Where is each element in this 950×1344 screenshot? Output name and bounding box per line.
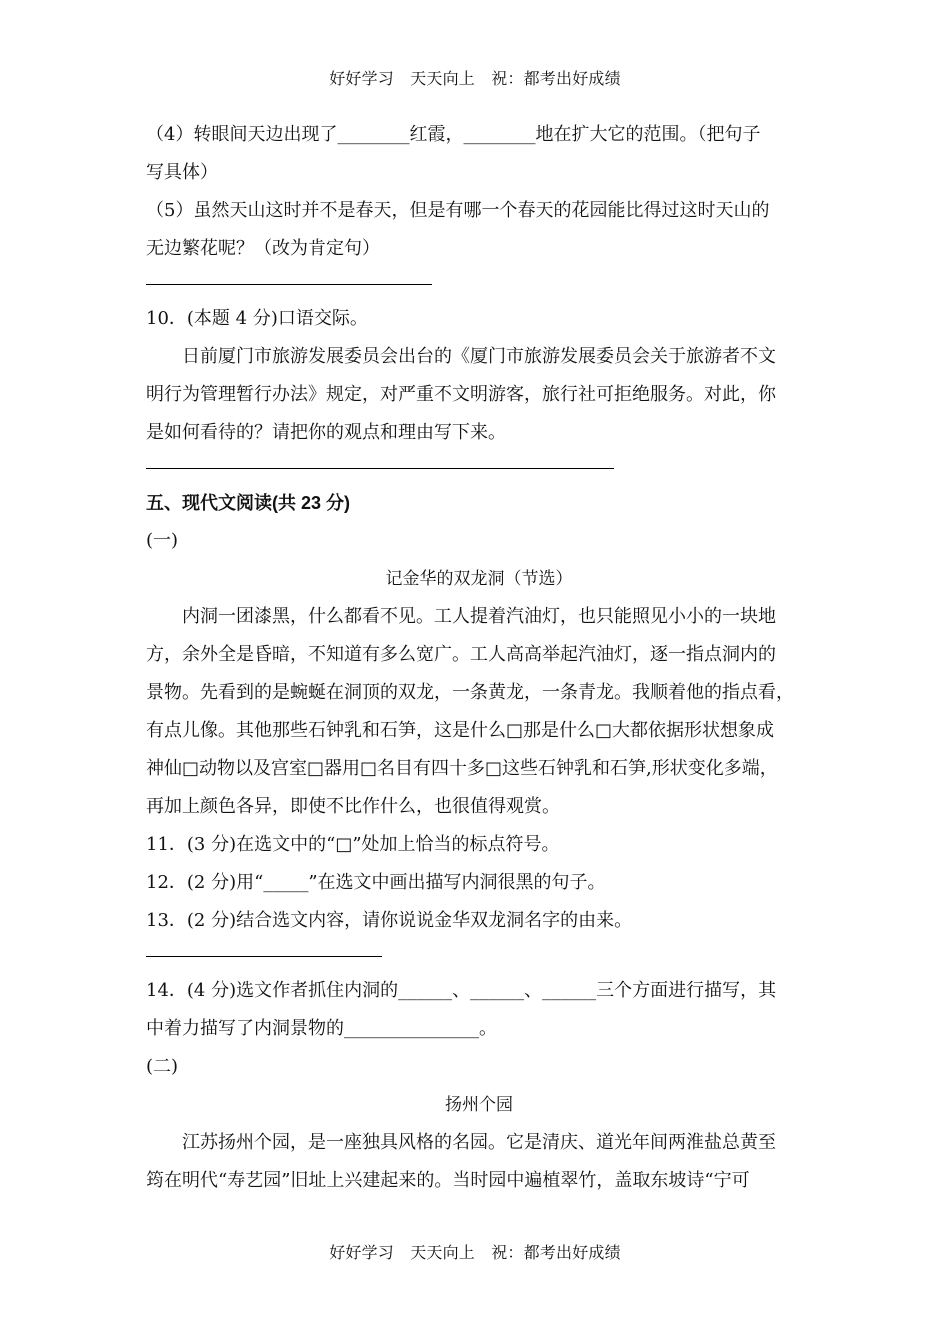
q10-title: 10．(本题 4 分)口语交际。 (146, 308, 368, 329)
q14-line1: 14．(4 分)选文作者抓住内洞的______、______、______三个方面进行描写，其 (146, 980, 777, 1001)
answer-line-q9[interactable] (146, 283, 432, 285)
passage2-line: 筠在明代“寿艺园”旧址上兴建起来的。当时园中遍植翠竹，盖取东坡诗“宁可 (146, 1170, 750, 1191)
part1-label: (一) (146, 530, 179, 551)
answer-line-q13[interactable] (146, 955, 382, 957)
passage1-line: 景物。先看到的是蜿蜒在洞顶的双龙，一条黄龙，一条青龙。我顺着他的指点看， (146, 682, 794, 703)
page-footer: 好好学习 天天向上 祝：都考出好成绩 (329, 1243, 621, 1262)
q9-item5-line1: （5）虽然天山这时并不是春天，但是有哪一个春天的花园能比得过这时天山的 (146, 200, 770, 221)
passage2-line: 江苏扬州个园，是一座独具风格的名园。它是清庆、道光年间两淮盐总黄至 (182, 1132, 776, 1153)
passage1-line: 再加上颜色各异，即使不比作什么，也很值得观赏。 (146, 796, 560, 817)
passage1-line: 内洞一团漆黑，什么都看不见。工人提着汽油灯，也只能照见小小的一块地 (182, 606, 776, 627)
section5-heading: 五、现代文阅读(共 23 分) (146, 493, 351, 513)
q11: 11．(3 分)在选文中的“□”处加上恰当的标点符号。 (146, 834, 560, 855)
q13: 13．(2 分)结合选文内容，请你说说金华双龙洞名字的由来。 (146, 910, 633, 931)
passage1-line: 神仙□动物以及宫室□器用□名目有四十多□这些石钟乳和石笋,形状变化多端， (146, 758, 778, 779)
q10-paragraph-line3: 是如何看待的？请把你的观点和理由写下来。 (146, 422, 506, 443)
page-header: 好好学习 天天向上 祝：都考出好成绩 (329, 69, 621, 88)
q9-item5-line2: 无边繁花呢？（改为肯定句） (146, 238, 380, 259)
part2-label: (二) (146, 1056, 179, 1077)
passage1-title: 记金华的双龙洞（节选） (385, 569, 573, 589)
page-content (146, 116, 812, 1200)
q14-line2: 中着力描写了内洞景物的_______________。 (146, 1018, 497, 1039)
passage1-line: 有点儿像。其他那些石钟乳和石笋，这是什么□那是什么□大都依据形状想象成 (146, 720, 775, 741)
answer-line-q10[interactable] (146, 467, 614, 469)
passage2-title: 扬州个园 (445, 1095, 513, 1115)
q9-item4-line1: （4）转眼间天边出现了________红霞，________地在扩大它的范围。（把句子 (146, 124, 761, 145)
q12: 12．(2 分)用“_____”在选文中画出描写内洞很黑的句子。 (146, 872, 606, 893)
q10-paragraph-line1: 日前厦门市旅游发展委员会出台的《厦门市旅游发展委员会关于旅游者不文 (182, 346, 776, 367)
passage1-line: 方，余外全是昏暗，不知道有多么宽广。工人高高举起汽油灯，逐一指点洞内的 (146, 644, 776, 665)
q10-paragraph-line2: 明行为管理暂行办法》规定，对严重不文明游客，旅行社可拒绝服务。对此，你 (146, 384, 776, 405)
q9-item4-line2: 写具体） (146, 162, 218, 183)
